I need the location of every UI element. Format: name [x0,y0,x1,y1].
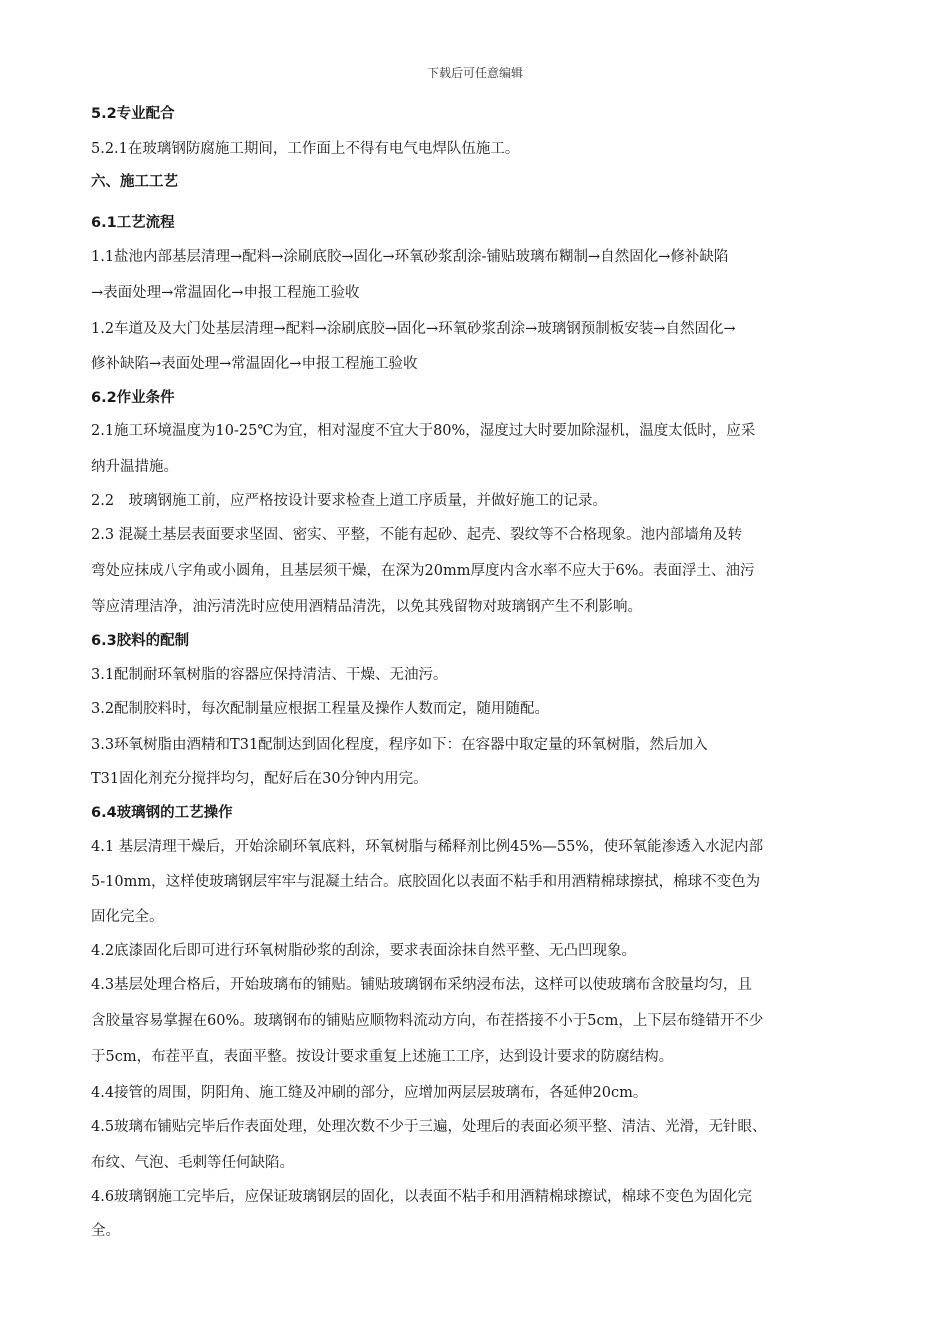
paragraph-line: 1.2车道及及大门处基层清理→配料→涂刷底胶→固化→环氧砂浆刮涂→玻璃钢预制板安装→自然固化→ [91,321,736,337]
paragraph-line: 4.5玻璃布铺贴完毕后作表面处理，处理次数不少于三遍，处理后的表面必须平整、清洁、光滑，无针眼、 [91,1119,767,1135]
paragraph-line: 4.2底漆固化后即可进行环氧树脂砂浆的刮涂，要求表面涂抹自然平整、无凸凹现象。 [91,943,637,959]
paragraph-line: 2.3 混凝土基层表面要求坚固、密实、平整，不能有起砂、起壳、裂纹等不合格现象。池内部墙角及转 [91,527,743,543]
paragraph-line: 5-10mm，这样使玻璃钢层牢牢与混凝土结合。底胶固化以表面不粘手和用酒精棉球擦拭，棉球不变色为 [91,874,761,890]
section-heading: 六、施工工艺 [91,174,178,190]
paragraph-line: 布纹、气泡、毛刺等任何缺陷。 [91,1155,294,1171]
paragraph-line: 4.1 基层清理干燥后，开始涂刷环氧底料，环氧树脂与稀释剂比例45%—55%，使环氧能渗透入水泥内部 [91,839,764,855]
paragraph-line: 修补缺陷→表面处理→常温固化→申报工程施工验收 [91,356,418,372]
paragraph-line: 4.3基层处理合格后，开始玻璃布的铺贴。铺贴玻璃钢布采纳浸布法，这样可以使玻璃布含胶量均匀，且 [91,977,753,993]
paragraph-line: 于5cm，布茬平直，表面平整。按设计要求重复上述施工工序，达到设计要求的防腐结构。 [91,1049,674,1065]
section-heading: 5.2专业配合 [91,106,175,122]
paragraph-line: 纳升温措施。 [91,459,178,475]
paragraph-line: 3.1配制耐环氧树脂的容器应保持清洁、干燥、无油污。 [91,667,448,683]
section-heading: 6.4玻璃钢的工艺操作 [91,805,233,821]
paragraph-line: 等应清理洁净，油污清洗时应使用酒精品清洗，以免其残留物对玻璃钢产生不利影响。 [91,599,642,615]
paragraph-line: 3.2配制胶料时，每次配制量应根据工程量及操作人数而定，随用随配。 [91,701,550,717]
paragraph-line: 弯处应抹成八字角或小圆角，且基层须干燥，在深为20mm厚度内含水率不应大于6%。表面浮土、油污 [91,563,755,579]
paragraph-line: T31固化剂充分搅拌均匀，配好后在30分钟内用完。 [91,771,428,787]
paragraph-line: 2.2 玻璃钢施工前，应严格按设计要求检查上道工序质量，并做好施工的记录。 [91,493,608,509]
paragraph-line: 含胶量容易掌握在60%。玻璃钢布的铺贴应顺物料流动方向，布茬搭接不小于5cm，上下层布缝错开不少 [91,1013,764,1029]
paragraph-line: 固化完全。 [91,909,164,925]
paragraph-line: 2.1施工环境温度为10-25℃为宜，相对湿度不宜大于80%，湿度过大时要加除湿机，温度太低时，应采 [91,423,756,439]
section-heading: 6.1工艺流程 [91,215,175,231]
section-heading: 6.2作业条件 [91,390,175,406]
paragraph-line: 3.3环氧树脂由酒精和T31配制达到固化程度，程序如下：在容器中取定量的环氧树脂，然后加入 [91,737,708,753]
section-heading: 6.3胶料的配制 [91,633,190,649]
paragraph-line: 1.1盐池内部基层清理→配料→涂刷底胶→固化→环氧砂浆刮涂-铺贴玻璃布糊制→自然固化→修补缺陷 [91,249,729,265]
paragraph-line: 全。 [91,1223,120,1239]
paragraph-line: →表面处理→常温固化→申报工程施工验收 [91,285,360,301]
paragraph-line: 4.6玻璃钢施工完毕后，应保证玻璃钢层的固化，以表面不粘手和用酒精棉球擦试，棉球不变色为固化完 [91,1189,753,1205]
page-header: 下载后可任意编辑 [426,66,523,80]
paragraph-line: 4.4接管的周围，阴阳角、施工缝及冲刷的部分，应增加两层层玻璃布，各延伸20cm。 [91,1085,648,1101]
paragraph-line: 5.2.1在玻璃钢防腐施工期间，工作面上不得有电气电焊队伍施工。 [91,141,520,157]
